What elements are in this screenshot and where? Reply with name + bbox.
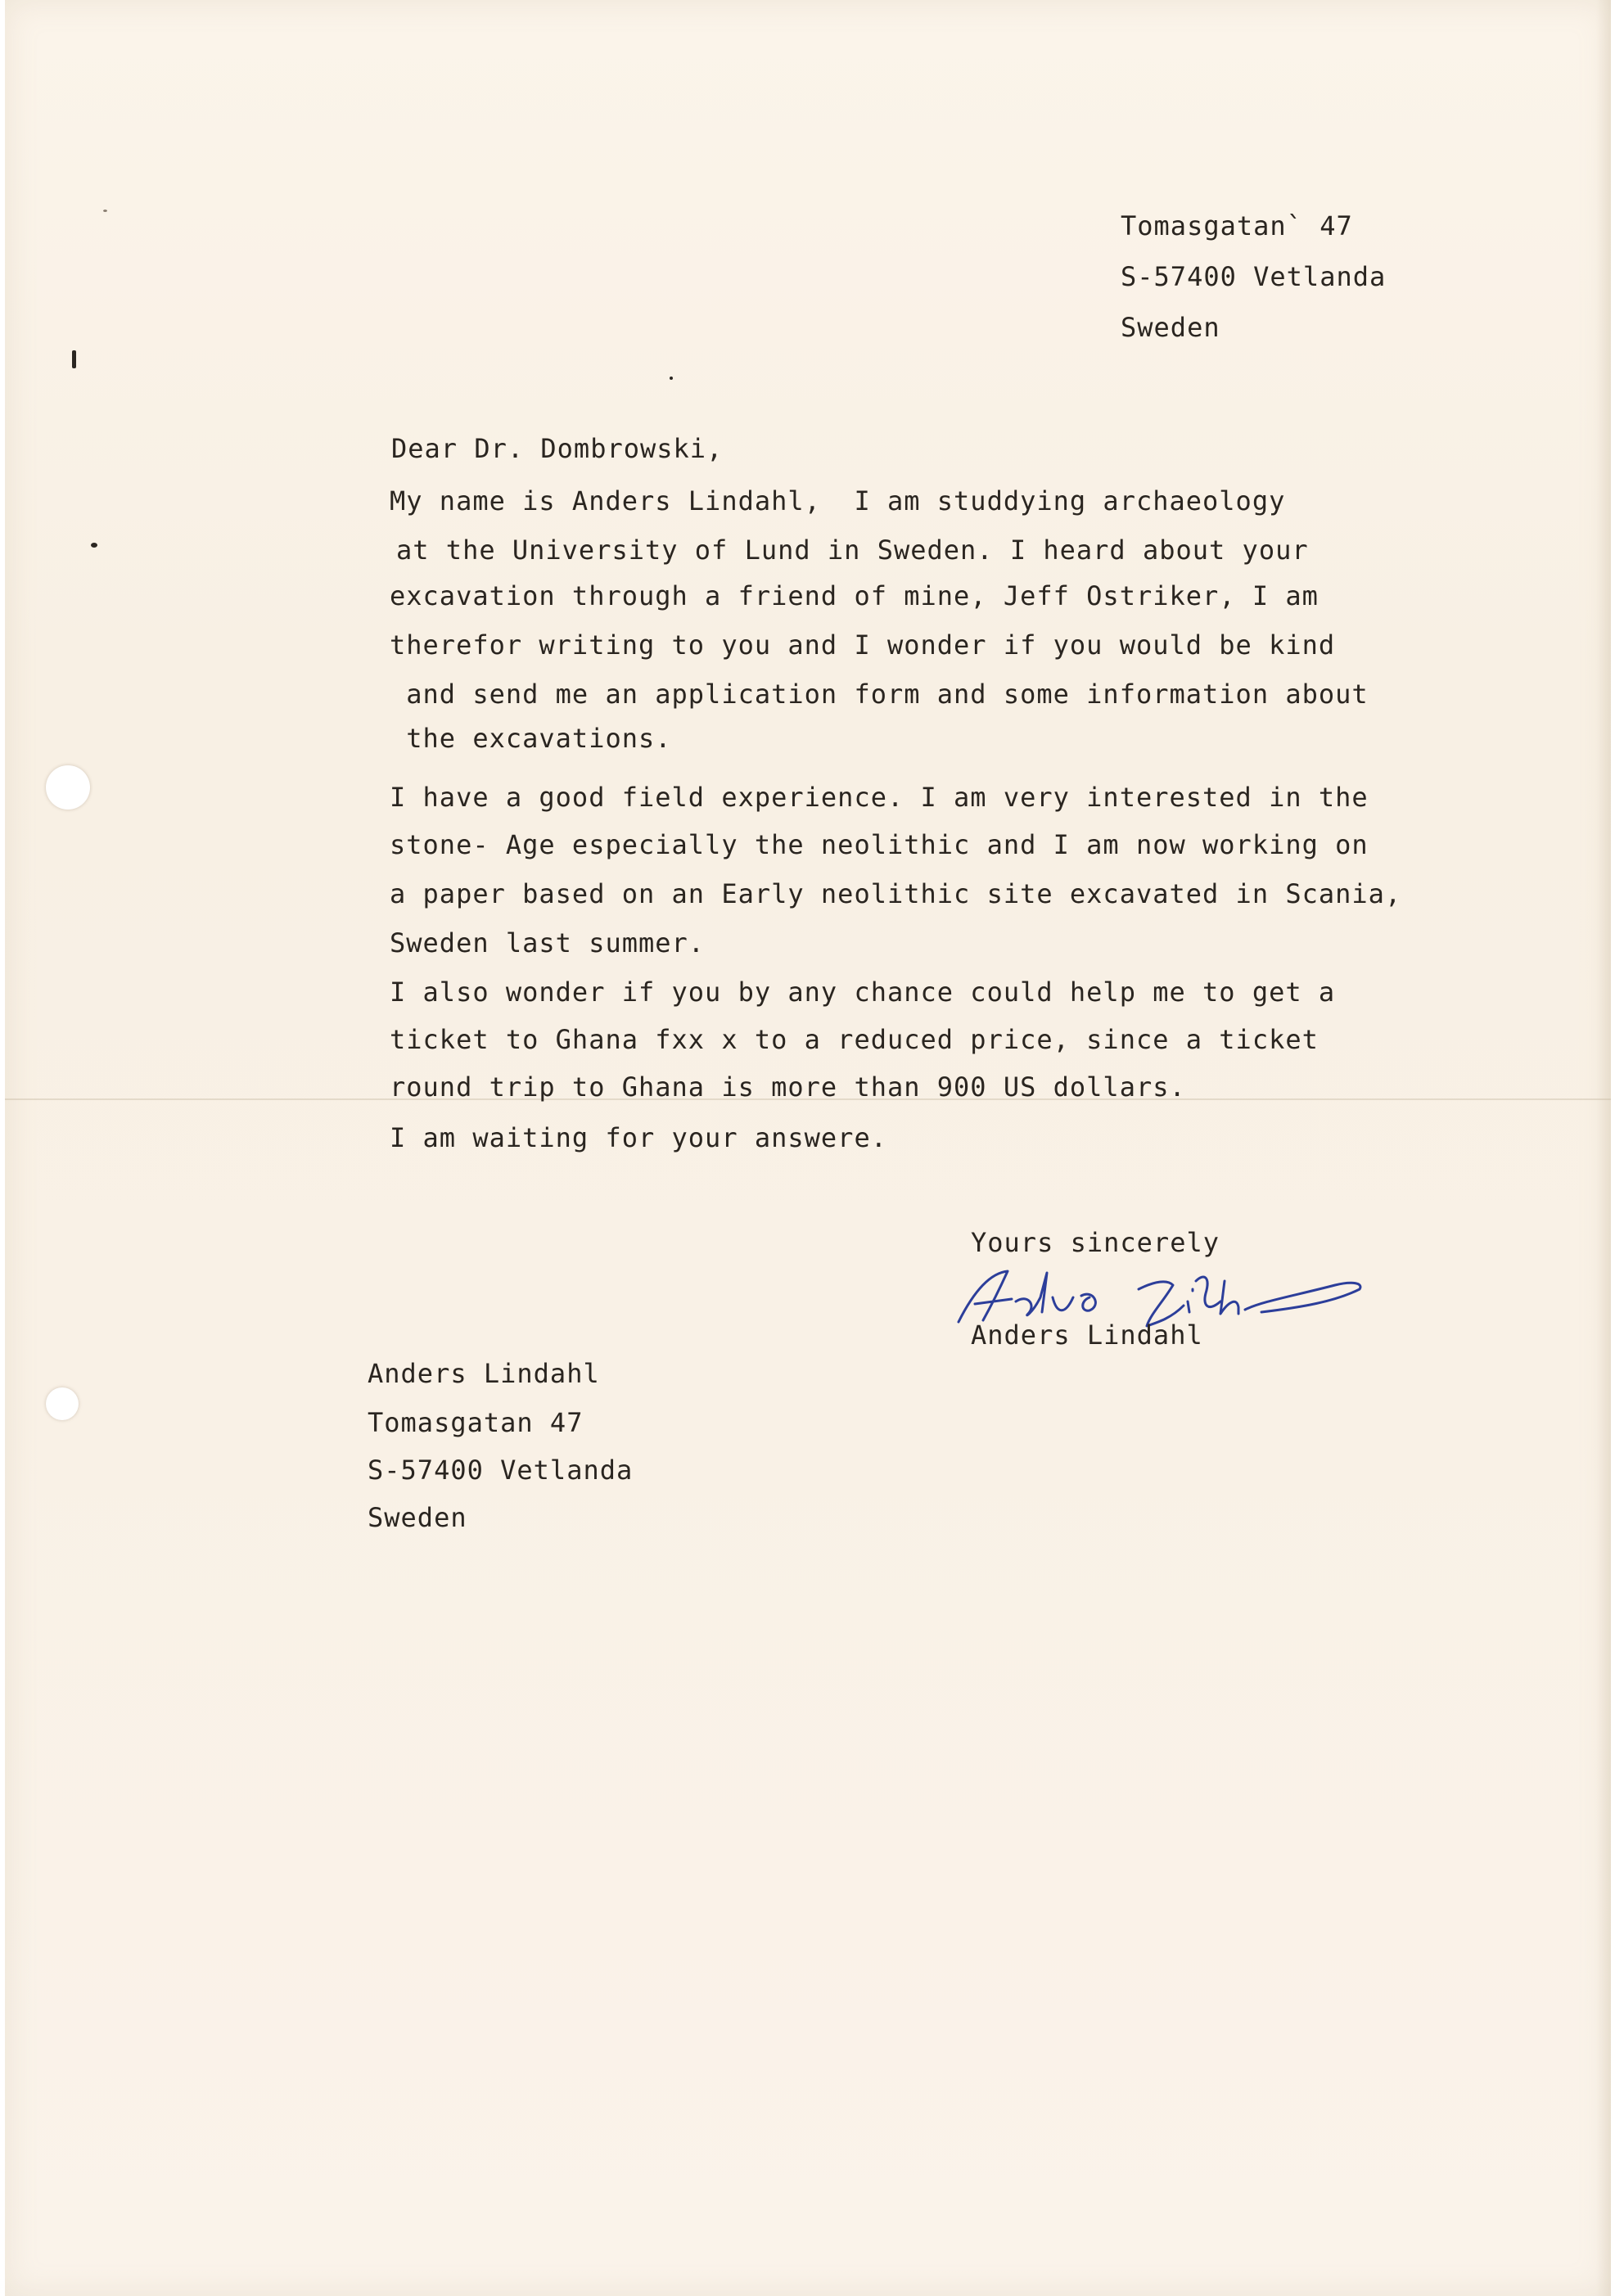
punch-hole xyxy=(46,1387,79,1420)
sender-address-top xyxy=(1121,210,1387,359)
address-line: Sweden xyxy=(1121,312,1220,343)
address-line: S-57400 Vetlanda xyxy=(1121,261,1387,292)
sender-address-bottom xyxy=(368,1358,634,1536)
letter-page xyxy=(5,0,1611,2296)
body-line: therefor writing to you and I wonder if you would be kind xyxy=(390,629,1336,661)
body-line: at the University of Lund in Sweden. I heard about your xyxy=(396,535,1309,566)
address-line: Anders Lindahl xyxy=(368,1358,600,1389)
letter-body xyxy=(390,485,1402,1153)
body-line: round trip to Ghana is more than 900 US dollars. xyxy=(390,1071,1186,1103)
body-line: the excavations. xyxy=(390,723,672,754)
body-line: stone- Age especially the neolithic and I am now working on xyxy=(390,829,1369,860)
address-line: Tomasgatan 47 xyxy=(368,1407,584,1438)
ink-speck xyxy=(72,350,76,368)
body-line: a paper based on an Early neolithic site excavated in Scania, xyxy=(390,878,1402,909)
ink-speck xyxy=(91,543,97,548)
body-line: I am waiting for your answere. xyxy=(390,1122,887,1153)
address-line: S-57400 Vetlanda xyxy=(368,1455,634,1486)
body-line: I have a good field experience. I am very interested in the xyxy=(390,782,1369,813)
body-line: excavation through a friend of mine, Jeff Ostriker, I am xyxy=(390,580,1319,611)
signature-name: Anders Lindahl xyxy=(971,1319,1203,1351)
ink-speck xyxy=(103,210,107,212)
address-line: Sweden xyxy=(368,1502,467,1533)
ink-speck xyxy=(670,377,673,380)
body-line: My name is Anders Lindahl, I am studdying archaeology xyxy=(390,485,1286,516)
closing: Yours sincerely xyxy=(971,1227,1220,1258)
paper-edge xyxy=(1596,0,1611,2296)
body-line: ticket to Ghana fxx x to a reduced price, since a ticket xyxy=(390,1024,1319,1055)
body-line: and send me an application form and some information about xyxy=(390,679,1369,710)
body-line: Sweden last summer. xyxy=(390,927,706,959)
punch-hole xyxy=(46,765,90,810)
salutation: Dear Dr. Dombrowski, xyxy=(391,433,724,464)
address-line: Tomasgatan` 47 xyxy=(1121,210,1353,241)
body-line: I also wonder if you by any chance could help me to get a xyxy=(390,977,1336,1008)
